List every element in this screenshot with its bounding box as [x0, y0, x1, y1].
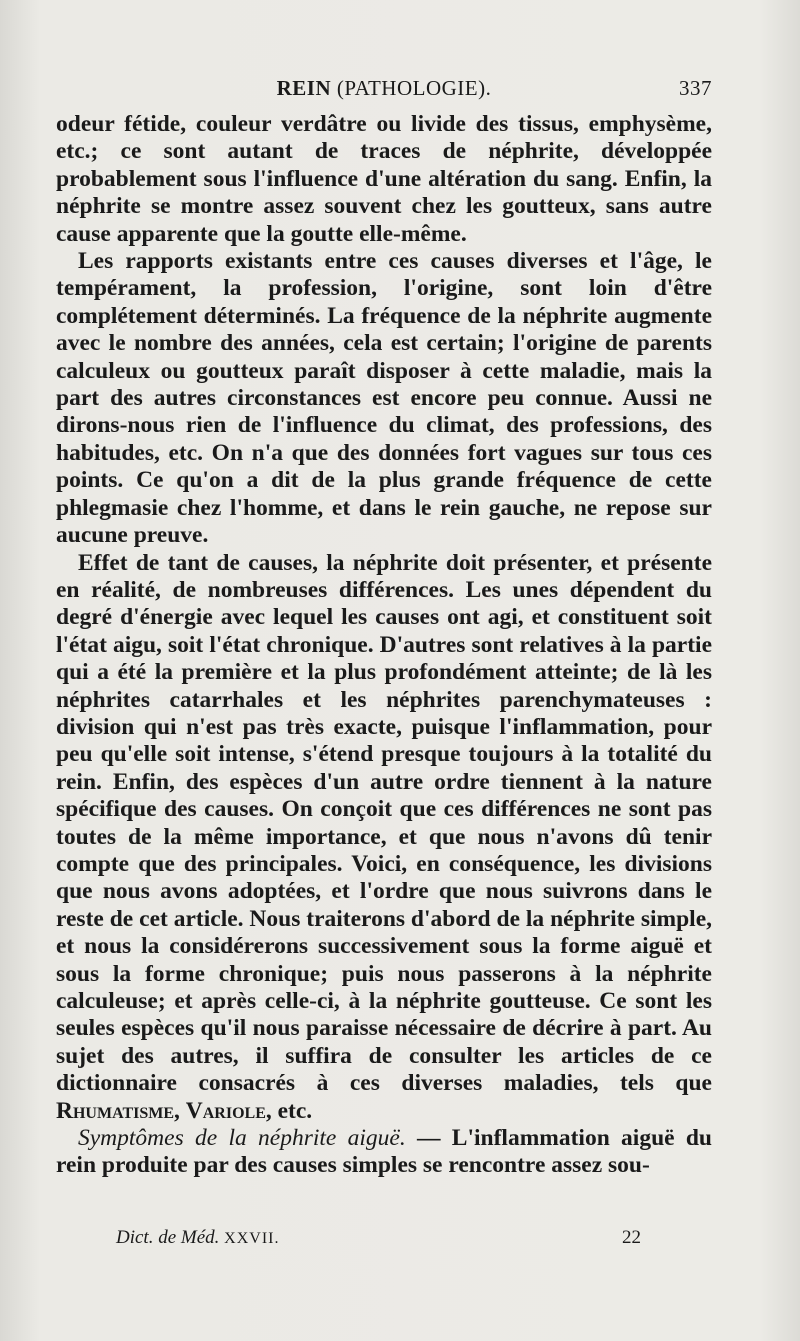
- section-text: L'inflammation aiguë du rein produite par des causes simples se rencontre assez sou-: [56, 1125, 712, 1179]
- running-title-paren: (PATHOLOGIE).: [336, 76, 492, 100]
- running-title: [56, 76, 712, 101]
- paragraph-symptoms: [56, 1125, 712, 1180]
- xref-separator: ,: [174, 1097, 186, 1124]
- xref-variole: Variole: [185, 1097, 266, 1124]
- body-text: [56, 111, 712, 1180]
- paragraph-divisions: [56, 550, 712, 1126]
- signature-title: Dict. de Méd.: [116, 1227, 220, 1248]
- signature-mark: [116, 1227, 279, 1249]
- paragraph-continuation: odeur fétide, couleur verdâtre ou livide des tissus, emphysème, etc.; ce sont autant de traces de néphrite, développée probablement sous l'influence d'une altération du sang. Enfin, la néphrite se montre assez souvent chez les goutteux, sans autre cause apparente que la goutte elle-même.: [56, 111, 712, 247]
- page-number: 337: [679, 76, 712, 100]
- signature-number: 22: [622, 1227, 641, 1248]
- xref-rhumatisme: Rhumatisme: [56, 1097, 175, 1124]
- paragraph-causes: Les rapports existants entre ces causes diverses et l'âge, le tempérament, la profession, l'origine, sont loin d'être complétement déterminés. La fréquence de la néphrite augmente avec le nombre des années, cela est certain; l'origine de parents calculeux ou goutteux paraît disposer à cette maladie, mais la part des autres circonstances est encore peu connue. Aussi ne dirons-nous rien de l'influence du climat, des professions, des habitudes, etc. On n'a que des données fort vagues sur tous ces points. Ce qu'on a dit de la plus grande fréquence de cette phlegmasie chez l'homme, et dans le rein gauche, ne repose sur aucune preuve.: [56, 248, 712, 549]
- signature-volume: XXVII.: [224, 1230, 280, 1247]
- paragraph-divisions-text: Effet de tant de causes, la néphrite doit présenter, et présente en réalité, de nombreuses différences. Les unes dépendent du degré d'énergie avec lequel les causes ont agi, et constituent soit l'état aigu, soit l'état chronique. D'autres sont relatives à la partie qui a été la première et la plus profondément atteinte; de là les néphrites catarrhales et les néphrites parenchymateuses : division qui n'est pas très exacte, puisque l'inflammation, pour peu qu'elle soit intense, s'étend presque toujours à la totalité du rein. Enfin, des espèces d'un autre ordre tiennent à la nature spécifique des causes. On conçoit que ces différences ne sont pas toutes de la même importance, et que nous n'avons dû tenir compte que des principales. Voici, en conséquence, les divisions que nous avons adoptées, et l'ordre que nous suivrons dans le reste de cet article. Nous traiterons d'abord de la néphrite simple, et nous la considérerons successivement sous la forme aiguë et sous la forme chronique; puis nous passerons à la néphrite calculeuse; et après celle-ci, à la néphrite goutteuse. Ce sont les seules espèces qu'il nous paraisse nécessaire de décrire à part. Au sujet des autres, il suffira de consulter les articles de ce dictionnaire consacrés à ces diverses maladies, tels que: [56, 549, 712, 1097]
- signature-line: [56, 1227, 712, 1253]
- section-heading: Symptômes de la néphrite aiguë.: [78, 1125, 406, 1152]
- running-header: [56, 76, 712, 104]
- section-dash: —: [405, 1125, 452, 1152]
- xref-tail: , etc.: [265, 1097, 313, 1124]
- running-title-main: REIN: [276, 76, 332, 100]
